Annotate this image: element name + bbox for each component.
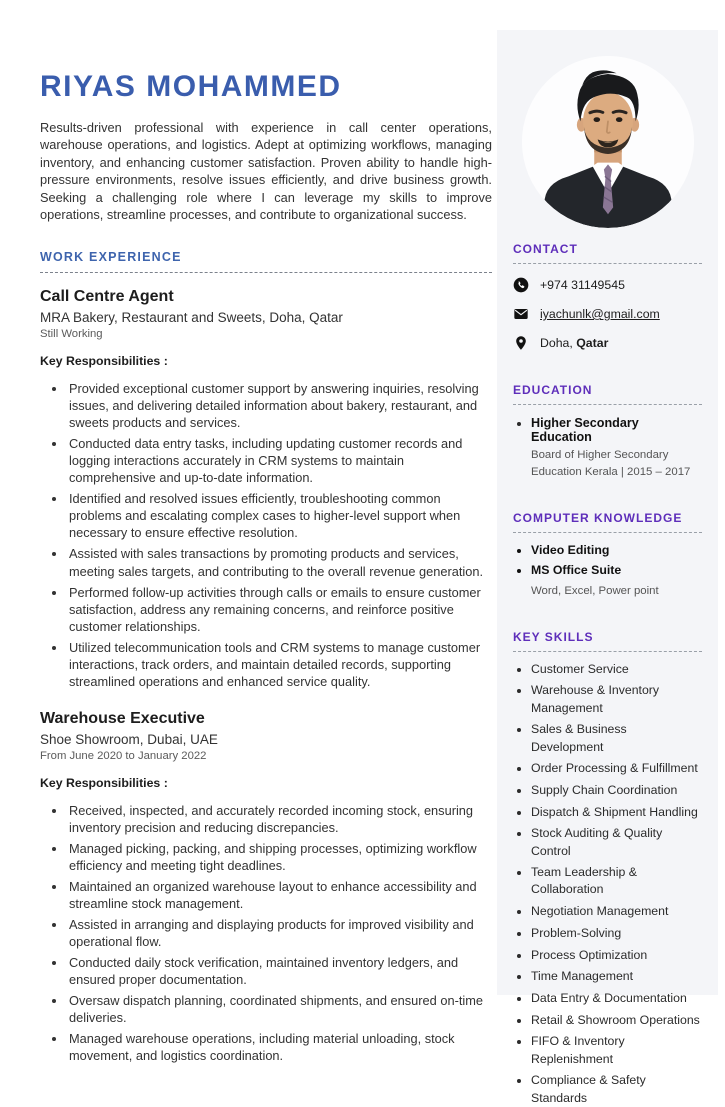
key-skill-item: • Time Management [531,968,702,985]
key-skill-item: • Problem-Solving [531,925,702,942]
education-heading: EDUCATION [513,383,593,397]
key-skill-item: • Dispatch & Shipment Handling [531,804,702,821]
job-bullet: • Utilized telecommunication tools and CRM systems to manage customer interactions, track orders, and maintain detailed records, supporting streamlined operations and enhanced service quality. [67,639,492,690]
section-divider [513,404,702,405]
key-skill-item: • Customer Service [531,661,702,678]
key-skill-item: • Order Processing & Fulfillment [531,760,702,777]
job-title: Warehouse Executive [40,709,205,727]
job-company: Shoe Showroom, Dubai, UAE [40,731,218,747]
contact-location-row [513,335,702,351]
computer-knowledge-item [531,562,702,599]
email-link[interactable]: iyachunlk@gmail.com [540,307,660,321]
key-skill-item: • Data Entry & Documentation [531,990,702,1007]
job-bullet: • Provided exceptional customer support by answering inquiries, resolving issues, and delivering detailed information about bakery, restaurant, and sweets products and services. [67,380,492,431]
key-skill-item: • Negotiation Management [531,903,702,920]
key-skill-item: • Process Optimization [531,947,702,964]
job-company: MRA Bakery, Restaurant and Sweets, Doha, Qatar [40,310,343,326]
location-text [540,336,608,350]
person-name: RIYAS MOHAMMED [40,70,342,103]
computer-knowledge-note: Word, Excel, Power point [531,584,659,597]
section-divider [40,272,492,273]
envelope-icon [513,306,529,322]
computer-knowledge-item: • Video Editing [531,542,702,559]
key-skill-item: • Stock Auditing & Quality Control [531,825,702,859]
key-skill-item: • Sales & Business Development [531,721,702,755]
job-dates: Still Working [40,328,103,341]
responsibilities-label: Key Responsibilities : [40,354,168,369]
job-bullet: • Assisted with sales transactions by promoting products and services, meeting sales targets, and contributing to the overall revenue generation. [67,545,492,579]
main-column [40,70,492,1068]
job-bullet: • Oversaw dispatch planning, coordinated shipments, and ensured on-time deliveries. [67,992,492,1026]
computer-knowledge-list [513,542,702,600]
profile-summary: Results-driven professional with experience in call center operations, warehouse operations, and logistics. Adept at optimizing workflows, managing inventory, and enhancing customer satisfaction. Proven ability to handle high-pressure environments, resolve issues efficiently, and drive business growth. Seeking a challenging role where I can leverage my skills to improve operations, streamline processes, and contribute to organizational success. [40,120,492,222]
responsibilities-label: Key Responsibilities : [40,775,168,790]
contact-section [513,242,702,351]
job-bullet: • Received, inspected, and accurately recorded incoming stock, ensuring inventory precision and reducing discrepancies. [67,802,492,836]
job-title: Call Centre Agent [40,288,174,306]
job-bullet: • Managed picking, packing, and shipping processes, optimizing workflow efficiency and meeting tight deadlines. [67,840,492,874]
key-skill-item: • Supply Chain Coordination [531,782,702,799]
education-board: Board of Higher Secondary Education Kerala | 2015 – 2017 [531,449,691,479]
job-bullet: • Performed follow-up activities through calls or emails to ensure customer satisfaction, address any remaining concerns, and reinforce positive customer relationships. [67,584,492,635]
education-degree: • Higher Secondary Education [531,416,639,444]
job-bullet: • Assisted in arranging and displaying products for improved visibility and operational flow. [67,916,492,950]
education-item [531,416,702,481]
key-skill-item: • FIFO & Inventory Replenishment [531,1033,702,1067]
section-divider [513,263,702,264]
job-dates: From June 2020 to January 2022 [40,749,207,762]
phone-number: +974 31149545 [540,278,625,292]
job-bullet: • Managed warehouse operations, including material unloading, stock movement, and logistics coordination. [67,1030,492,1064]
key-skill-item: • Compliance & Safety Standards [531,1072,702,1106]
job-bullet: • Conducted daily stock verification, maintained inventory ledgers, and ensured proper documentation. [67,954,492,988]
contact-email-row [513,306,702,322]
job-bullet: • Identified and resolved issues efficiently, troubleshooting common problems and escalating complex cases to higher-level support when necessary to ensure effective resolution. [67,490,492,541]
profile-photo-illustration [522,56,694,228]
job-bullet-list [40,380,492,689]
sidebar [497,30,718,1105]
computer-knowledge-heading: COMPUTER KNOWLEDGE [513,511,683,526]
contact-heading: CONTACT [513,242,578,256]
phone-icon [513,277,529,293]
key-skills-section [513,630,702,1107]
education-section [513,383,702,481]
section-divider [513,651,702,652]
education-list [513,416,702,481]
job-bullet: • Conducted data entry tasks, including updating customer records and logging interactions accurately in CRM systems to maintain comprehensive and up-to-date information. [67,435,492,486]
key-skill-item: • Warehouse & Inventory Management [531,682,702,716]
key-skills-heading: KEY SKILLS [513,629,594,644]
map-pin-icon [513,335,529,351]
key-skill-item: • Retail & Showroom Operations [531,1012,702,1029]
job-entry [40,288,492,689]
location-city: Doha, [540,336,577,350]
job-bullet-list [40,802,492,1064]
job-entry [40,710,492,1064]
contact-phone-row [513,277,702,293]
section-divider [513,532,702,533]
location-country: Qatar [576,336,609,350]
work-experience-heading: WORK EXPERIENCE [40,250,182,265]
job-bullet: • Maintained an organized warehouse layout to enhance accessibility and streamline stock management. [67,878,492,912]
key-skills-list [513,661,702,1107]
computer-knowledge-item-label: MS Office Suite [531,563,622,578]
profile-photo [522,56,694,228]
computer-knowledge-section [513,511,702,600]
key-skill-item: • Team Leadership & Collaboration [531,864,702,898]
